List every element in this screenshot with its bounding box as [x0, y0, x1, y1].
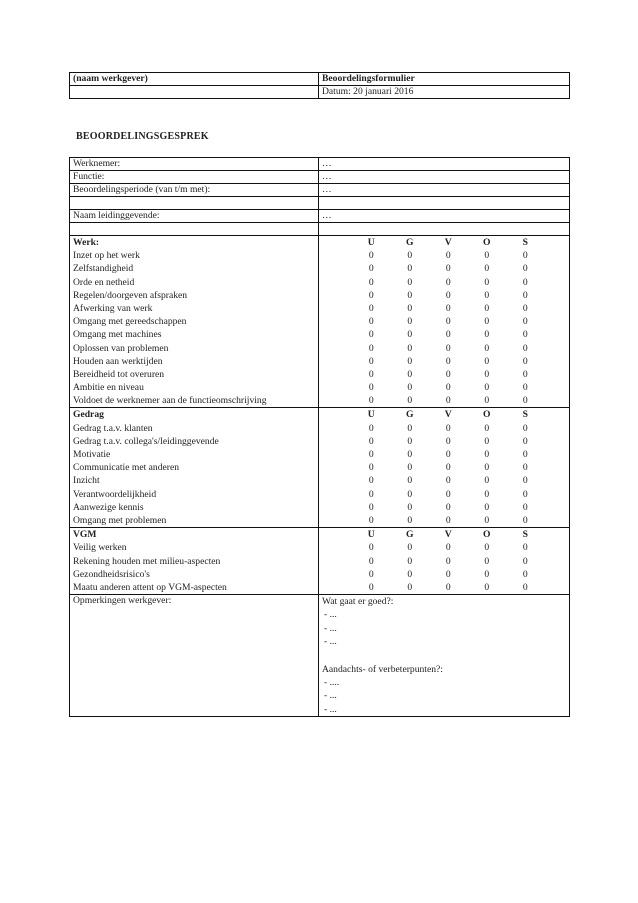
score-row — [322, 422, 566, 435]
criteria-column — [70, 528, 319, 595]
info-label — [70, 197, 319, 210]
score-value[interactable]: 0 — [445, 422, 451, 434]
criterion-label: Aanwezige kennis — [73, 501, 144, 513]
score-value[interactable]: 0 — [522, 329, 528, 341]
score-row — [322, 381, 566, 394]
score-value[interactable]: 0 — [368, 475, 374, 487]
score-value[interactable]: 0 — [522, 462, 528, 474]
score-row — [322, 474, 566, 487]
scale-letter: V — [444, 529, 452, 541]
improve-item: - ... — [324, 703, 337, 715]
remarks-label: Opmerkingen werkgever: — [70, 595, 319, 717]
info-row — [70, 210, 570, 223]
score-value[interactable]: 0 — [445, 435, 451, 447]
score-value[interactable]: 0 — [368, 250, 374, 262]
score-value[interactable]: 0 — [484, 488, 490, 500]
info-row — [70, 158, 570, 171]
spacer — [322, 649, 566, 663]
criterion-label: Gedrag t.a.v. klanten — [73, 422, 153, 434]
criterion-label: Orde en netheid — [73, 276, 135, 288]
score-value[interactable]: 0 — [407, 250, 413, 262]
score-row — [322, 368, 566, 381]
score-value[interactable]: 0 — [522, 555, 528, 567]
score-value[interactable]: 0 — [407, 462, 413, 474]
score-value[interactable]: 0 — [407, 514, 413, 526]
score-row — [322, 355, 566, 368]
score-value[interactable]: 0 — [484, 342, 490, 354]
score-row — [322, 249, 566, 262]
score-value[interactable]: 0 — [484, 289, 490, 301]
score-value[interactable]: 0 — [407, 276, 413, 288]
criteria-column — [70, 236, 319, 408]
score-value[interactable]: 0 — [445, 475, 451, 487]
score-value[interactable]: 0 — [445, 342, 451, 354]
section-block — [70, 236, 570, 408]
score-value[interactable]: 0 — [484, 355, 490, 367]
score-column — [319, 236, 570, 408]
score-value[interactable]: 0 — [368, 435, 374, 447]
score-row — [322, 394, 566, 407]
score-value[interactable]: 0 — [407, 555, 413, 567]
score-value[interactable]: 0 — [484, 435, 490, 447]
score-value[interactable]: 0 — [368, 514, 374, 526]
score-row — [322, 328, 566, 341]
form-title: Beoordelingsformulier — [319, 73, 570, 86]
score-value[interactable]: 0 — [368, 316, 374, 328]
score-value[interactable]: 0 — [368, 329, 374, 341]
score-value[interactable]: 0 — [484, 250, 490, 262]
remarks-content — [319, 595, 570, 717]
scale-letter: S — [522, 529, 528, 541]
score-row — [322, 488, 566, 501]
score-value[interactable]: 0 — [368, 382, 374, 394]
info-value — [319, 223, 570, 236]
score-value[interactable]: 0 — [445, 501, 451, 513]
good-title: Wat gaat er goed?: — [322, 596, 394, 608]
criterion-label: Houden aan werktijden — [73, 355, 163, 367]
good-item: - ... — [324, 622, 337, 634]
score-value[interactable]: 0 — [484, 542, 490, 554]
scale-letter: V — [444, 409, 452, 421]
score-value[interactable]: 0 — [522, 514, 528, 526]
score-value[interactable]: 0 — [522, 342, 528, 354]
section-heading: Werk: — [73, 237, 100, 248]
score-row — [322, 448, 566, 461]
score-value[interactable]: 0 — [368, 449, 374, 460]
score-value[interactable]: 0 — [368, 488, 374, 500]
info-label: Werknemer: — [70, 158, 319, 171]
score-value[interactable]: 0 — [484, 514, 490, 526]
scale-letter: V — [444, 237, 452, 248]
info-value: … — [319, 171, 570, 184]
remarks-row — [70, 595, 570, 717]
score-value[interactable]: 0 — [522, 382, 528, 394]
criterion-label: Ambitie en niveau — [73, 382, 144, 394]
score-value[interactable]: 0 — [407, 329, 413, 341]
score-value[interactable]: 0 — [368, 568, 374, 580]
score-row — [322, 581, 566, 594]
score-row — [322, 501, 566, 514]
score-value[interactable]: 0 — [484, 263, 490, 275]
score-value[interactable]: 0 — [445, 462, 451, 474]
score-value[interactable]: 0 — [445, 449, 451, 460]
scale-letter: O — [483, 409, 491, 421]
info-value: … — [319, 210, 570, 223]
score-value[interactable]: 0 — [445, 568, 451, 580]
score-row — [322, 461, 566, 474]
score-value[interactable]: 0 — [484, 581, 490, 593]
score-value[interactable]: 0 — [445, 581, 451, 593]
scale-letter: O — [483, 529, 491, 541]
score-value[interactable]: 0 — [407, 488, 413, 500]
info-label: Naam leidinggevende: — [70, 210, 319, 223]
info-label: Functie: — [70, 171, 319, 184]
score-value[interactable]: 0 — [522, 250, 528, 262]
score-value[interactable]: 0 — [522, 395, 528, 407]
score-value[interactable]: 0 — [522, 568, 528, 580]
score-value[interactable]: 0 — [484, 368, 490, 380]
criterion-label: Maatu anderen attent op VGM-aspecten — [73, 581, 227, 593]
score-value[interactable]: 0 — [484, 462, 490, 474]
score-value[interactable]: 0 — [407, 449, 413, 460]
scale-header — [322, 528, 566, 541]
score-value[interactable]: 0 — [522, 581, 528, 593]
score-row — [322, 555, 566, 568]
score-value[interactable]: 0 — [522, 475, 528, 487]
criterion-label: Omgang met machines — [73, 329, 162, 341]
scale-letter: U — [367, 237, 375, 248]
score-value[interactable]: 0 — [522, 422, 528, 434]
score-value[interactable]: 0 — [445, 368, 451, 380]
header-table — [69, 72, 565, 99]
section-title: BEOORDELINGSGESPREK — [76, 131, 209, 142]
score-value[interactable]: 0 — [368, 542, 374, 554]
score-value[interactable]: 0 — [407, 501, 413, 513]
criterion-label: Motivatie — [73, 449, 111, 460]
info-value: … — [319, 184, 570, 197]
score-value[interactable]: 0 — [522, 355, 528, 367]
score-value[interactable]: 0 — [407, 263, 413, 275]
score-value[interactable]: 0 — [407, 368, 413, 380]
score-row — [322, 276, 566, 289]
criterion-label: Omgang met problemen — [73, 514, 167, 526]
scale-header — [322, 408, 566, 421]
score-column — [319, 408, 570, 528]
scale-letter: G — [406, 237, 414, 248]
score-row — [322, 541, 566, 554]
improve-title: Aandachts- of verbeterpunten?: — [322, 663, 443, 675]
empty-cell — [70, 86, 319, 99]
criterion-label: Inzet op het werk — [73, 250, 140, 262]
score-value[interactable]: 0 — [522, 368, 528, 380]
form-date: Datum: 20 januari 2016 — [319, 86, 570, 99]
score-value[interactable]: 0 — [445, 514, 451, 526]
assessment-table — [69, 157, 570, 717]
score-value[interactable]: 0 — [484, 276, 490, 288]
score-value[interactable]: 0 — [407, 581, 413, 593]
score-value[interactable]: 0 — [445, 382, 451, 394]
score-value[interactable]: 0 — [407, 475, 413, 487]
score-value[interactable]: 0 — [368, 555, 374, 567]
scale-letter: G — [406, 409, 414, 421]
score-value[interactable]: 0 — [368, 581, 374, 593]
score-value[interactable]: 0 — [407, 422, 413, 434]
score-row — [322, 315, 566, 328]
score-value[interactable]: 0 — [407, 568, 413, 580]
score-value[interactable]: 0 — [484, 316, 490, 328]
score-value[interactable]: 0 — [407, 542, 413, 554]
score-value[interactable]: 0 — [484, 395, 490, 407]
scale-letter: S — [522, 409, 528, 421]
score-value[interactable]: 0 — [407, 342, 413, 354]
info-row — [70, 223, 570, 236]
improve-item: - .... — [324, 677, 340, 689]
score-value[interactable]: 0 — [484, 475, 490, 487]
score-value[interactable]: 0 — [368, 289, 374, 301]
criterion-label: Inzicht — [73, 475, 100, 487]
score-value[interactable]: 0 — [368, 501, 374, 513]
score-value[interactable]: 0 — [522, 435, 528, 447]
info-row — [70, 184, 570, 197]
score-value[interactable]: 0 — [445, 289, 451, 301]
criterion-label: Oplossen van problemen — [73, 342, 169, 354]
score-value[interactable]: 0 — [522, 542, 528, 554]
score-value[interactable]: 0 — [368, 302, 374, 314]
criterion-label: Veilig werken — [73, 542, 127, 554]
score-value[interactable]: 0 — [368, 355, 374, 367]
criterion-label: Afwerking van werk — [73, 302, 153, 314]
score-value[interactable]: 0 — [445, 316, 451, 328]
score-value[interactable]: 0 — [484, 449, 490, 460]
scale-letter: O — [483, 237, 491, 248]
criterion-label: Rekening houden met milieu-aspecten — [73, 555, 221, 567]
score-value[interactable]: 0 — [522, 289, 528, 301]
score-value[interactable]: 0 — [445, 263, 451, 275]
score-value[interactable]: 0 — [522, 302, 528, 314]
score-value[interactable]: 0 — [368, 462, 374, 474]
score-value[interactable]: 0 — [522, 263, 528, 275]
score-value[interactable]: 0 — [484, 501, 490, 513]
score-column — [319, 528, 570, 595]
score-value[interactable]: 0 — [407, 382, 413, 394]
score-value[interactable]: 0 — [445, 355, 451, 367]
score-value[interactable]: 0 — [445, 329, 451, 341]
score-value[interactable]: 0 — [522, 449, 528, 460]
score-value[interactable]: 0 — [484, 422, 490, 434]
score-value[interactable]: 0 — [484, 568, 490, 580]
score-row — [322, 289, 566, 302]
scale-letter: U — [367, 529, 375, 541]
score-value[interactable]: 0 — [445, 250, 451, 262]
info-label — [70, 223, 319, 236]
score-value[interactable]: 0 — [484, 302, 490, 314]
score-row — [322, 568, 566, 581]
criterion-label: Omgang met gereedschappen — [73, 316, 187, 328]
score-value[interactable]: 0 — [368, 276, 374, 288]
score-row — [322, 514, 566, 527]
scale-letter: S — [522, 237, 528, 248]
criterion-label: Voldoet de werknemer aan de functieomschrijving — [73, 395, 267, 407]
good-item: - ... — [324, 609, 337, 621]
score-value[interactable]: 0 — [407, 289, 413, 301]
score-value[interactable]: 0 — [484, 329, 490, 341]
score-value[interactable]: 0 — [445, 395, 451, 407]
info-label: Beoordelingsperiode (van t/m met): — [70, 184, 319, 197]
score-row — [322, 342, 566, 355]
section-heading: Gedrag — [73, 409, 104, 421]
score-value[interactable]: 0 — [484, 382, 490, 394]
score-value[interactable]: 0 — [368, 263, 374, 275]
score-value[interactable]: 0 — [368, 342, 374, 354]
criterion-label: Bereidheid tot overuren — [73, 368, 165, 380]
score-value[interactable]: 0 — [368, 395, 374, 407]
section-heading: VGM — [73, 529, 97, 541]
scale-header — [322, 236, 566, 249]
score-value[interactable]: 0 — [445, 276, 451, 288]
score-value[interactable]: 0 — [445, 302, 451, 314]
info-value — [319, 197, 570, 210]
score-row — [322, 435, 566, 448]
score-value[interactable]: 0 — [484, 555, 490, 567]
scale-letter: G — [406, 529, 414, 541]
score-value[interactable]: 0 — [445, 542, 451, 554]
score-value[interactable]: 0 — [522, 276, 528, 288]
scale-letter: U — [367, 409, 375, 421]
info-row — [70, 197, 570, 210]
info-row — [70, 171, 570, 184]
improve-item: - ... — [324, 690, 337, 702]
score-row — [322, 302, 566, 315]
criteria-column — [70, 408, 319, 528]
score-value[interactable]: 0 — [522, 501, 528, 513]
score-value[interactable]: 0 — [522, 488, 528, 500]
score-value[interactable]: 0 — [445, 555, 451, 567]
score-value[interactable]: 0 — [407, 435, 413, 447]
score-value[interactable]: 0 — [368, 422, 374, 434]
criterion-label: Gedrag t.a.v. collega's/leidinggevende — [73, 435, 219, 447]
score-row — [322, 262, 566, 275]
score-value[interactable]: 0 — [407, 316, 413, 328]
good-item: - ... — [324, 636, 337, 648]
score-value[interactable]: 0 — [522, 316, 528, 328]
criterion-label: Verantwoordelijkheid — [73, 488, 157, 500]
score-value[interactable]: 0 — [407, 355, 413, 367]
score-value[interactable]: 0 — [445, 488, 451, 500]
criterion-label: Zelfstandigheid — [73, 263, 134, 275]
criterion-label: Gezondheidsrisico's — [73, 568, 150, 580]
criterion-label: Regelen/doorgeven afspraken — [73, 289, 188, 301]
score-value[interactable]: 0 — [368, 368, 374, 380]
info-value: … — [319, 158, 570, 171]
score-value[interactable]: 0 — [407, 395, 413, 407]
section-block — [70, 408, 570, 528]
employer-name: (naam werkgever) — [70, 73, 319, 86]
criterion-label: Communicatie met anderen — [73, 462, 180, 474]
section-block — [70, 528, 570, 595]
score-value[interactable]: 0 — [407, 302, 413, 314]
